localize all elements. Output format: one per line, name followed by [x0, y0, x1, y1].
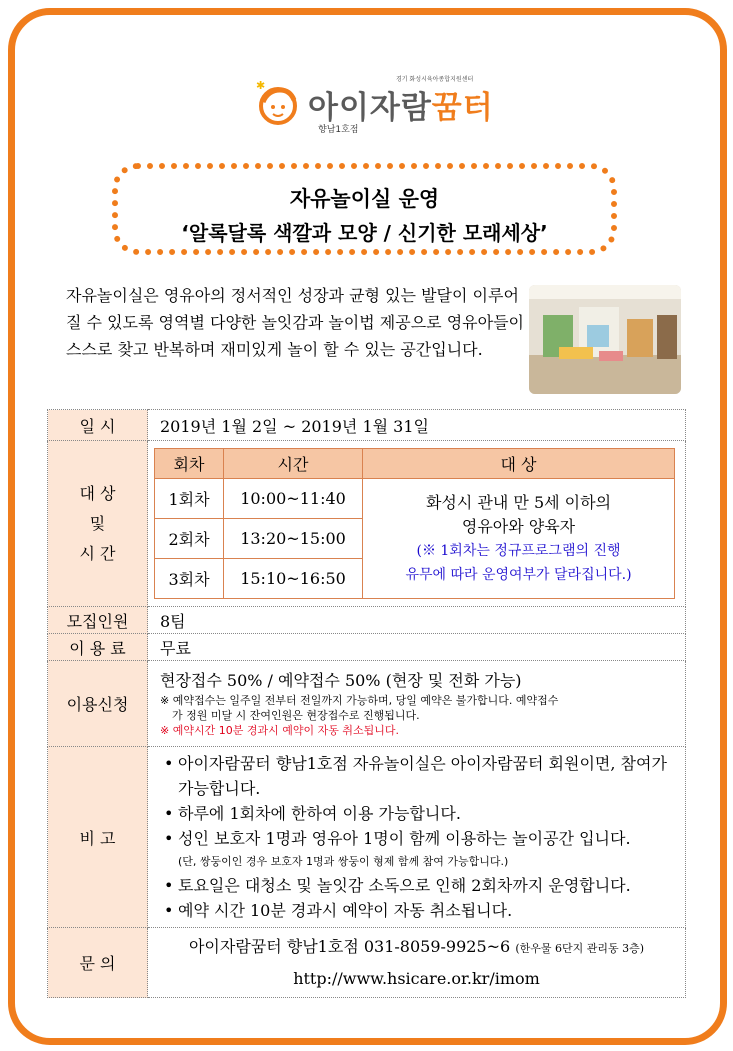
label-fee: 이 용 료: [48, 634, 148, 661]
contact-url-link[interactable]: http://www.hsicare.or.kr/imom: [293, 968, 540, 988]
target-cell: [363, 479, 675, 599]
contact-line: 아이자람꿈터 향남1호점 031-8059-9925~6 (한우물 6단지 관리동 3층): [188, 936, 645, 956]
label-remarks: 비 고: [48, 747, 148, 928]
header-time: 시간: [224, 449, 363, 479]
logo-wordmark: 아이자람꿈터: [308, 90, 494, 126]
label-capacity: 모집인원: [48, 607, 148, 634]
session-time: 15:10~16:50: [224, 559, 363, 599]
schedule-table: [154, 448, 675, 599]
remark-item: • 아이자람꿈터 향남1호점 자유놀이실은 아이자람꿈터 회원이면, 참여가 가능합니다.: [156, 751, 673, 801]
value-fee: 무료: [148, 634, 686, 661]
playroom-photo: [529, 285, 681, 394]
remark-item: • 예약 시간 10분 경과시 예약이 자동 취소됩니다.: [156, 898, 673, 923]
session-round: 3회차: [155, 559, 224, 599]
page-subtitle: ‘알록달록 색깔과 모양 / 신기한 모래세상’: [181, 221, 548, 245]
logo-top-text: 경기 화성시육아종합지원센터: [396, 76, 474, 83]
remark-item: • 하루에 1회차에 한하여 이용 가능합니다.: [156, 801, 673, 826]
svg-text:✱: ✱: [256, 80, 266, 92]
target-note: 유무에 따라 운영여부가 달라집니다.): [405, 566, 632, 583]
label-apply: 이용신청: [48, 661, 148, 747]
value-date: 2019년 1월 2일 ~ 2019년 1월 31일: [148, 410, 686, 441]
apply-main: 현장접수 50% / 예약접수 50% (현장 및 전화 가능): [160, 671, 522, 690]
target-line: 영유아와 양육자: [461, 516, 576, 536]
child-face-icon: [254, 80, 300, 126]
session-time: 10:00~11:40: [224, 479, 363, 519]
page-title: 자유놀이실 운영: [289, 187, 440, 211]
session-round: 1회차: [155, 479, 224, 519]
apply-note: 가 정원 미달 시 잔여인원은 현장접수로 진행됩니다.: [172, 709, 420, 722]
session-time: 13:20~15:00: [224, 519, 363, 559]
logo-branch-name: 향남1호점: [318, 125, 359, 135]
target-line: 화성시 관내 만 5세 이하의: [425, 492, 612, 512]
remarks-list: [156, 751, 673, 851]
remark-sub-note: (단, 쌍둥이인 경우 보호자 1명과 쌍둥이 형제 함께 참여 가능합니다.): [178, 855, 509, 868]
label-contact: 문 의: [48, 928, 148, 998]
intro-text: 자유놀이실은 영유아의 정서적인 성장과 균형 있는 발달이 이루어질 수 있도록 영역별 다양한 놀잇감과 놀이법 제공으로 영유아들이 스스로 찾고 반복하며 재미있게 놀이 할 수 있는 공간입니다.: [66, 286, 525, 359]
label-target-time: 대 상 및 시 간: [48, 441, 148, 607]
apply-note: ※ 예약접수는 일주일 전부터 전일까지 가능하며, 당일 예약은 불가합니다. 예약접수: [160, 694, 559, 707]
session-round: 2회차: [155, 519, 224, 559]
info-table: [47, 409, 686, 998]
value-capacity: 8팀: [148, 607, 686, 634]
remark-item: • 성인 보호자 1명과 영유아 1명이 함께 이용하는 놀이공간 입니다.: [156, 826, 673, 851]
apply-cancel-note: ※ 예약시간 10분 경과시 예약이 자동 취소됩니다.: [160, 724, 399, 737]
remark-item: • 토요일은 대청소 및 놀잇감 소독으로 인해 2회차까지 운영합니다.: [156, 873, 673, 898]
label-date: 일 시: [48, 410, 148, 441]
target-note: (※ 1회차는 정규프로그램의 진행: [416, 542, 621, 559]
header-target: 대 상: [363, 449, 675, 479]
title-box: [112, 163, 617, 255]
playroom-image: [529, 285, 681, 394]
center-logo: [248, 72, 508, 142]
header-round: 회차: [155, 449, 224, 479]
